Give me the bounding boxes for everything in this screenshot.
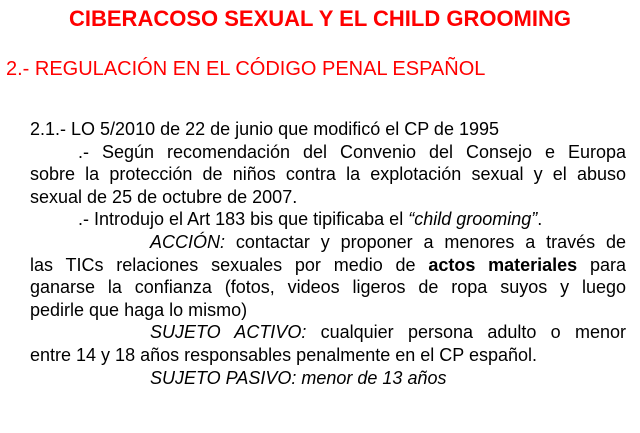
convenio-line-2: sobre la protección de niños contra la explotación sexual y el abuso [30,164,626,185]
accion-line-2-after: para [577,254,626,275]
sujeto-pasivo-line: SUJETO PASIVO: menor de 13 años [150,367,447,388]
slide-body [30,118,626,389]
accion-line-4: pedirle que haga lo mismo) [30,299,248,320]
art183-line [30,208,626,231]
accion-label: ACCIÓN: [150,231,226,252]
accion-line-3: ganarse la confianza (fotos, videos ligeros de ropa suyos y luego [30,277,626,298]
sujeto-activo-line-2: entre 14 y 18 años responsables penalmente en el CP español. [30,344,538,365]
art183-suffix: . [537,209,543,230]
sujeto-activo-label: SUJETO ACTIVO: [150,322,307,343]
accion-line-1-text: contactar y proponer a menores a través de [225,231,626,252]
accion-line-2 [30,254,626,277]
sujeto-activo-line-1 [30,321,626,344]
slide-title: CIBERACOSO SEXUAL Y EL CHILD GROOMING [69,6,571,31]
child-grooming-term: “child grooming” [408,209,538,230]
point-2-1: 2.1.- LO 5/2010 de 22 de junio que modificó el CP de 1995 [30,119,500,139]
art183-prefix: .- Introdujo el Art 183 bis que tipificaba el [78,209,409,230]
accion-line-1 [30,231,626,254]
accion-line-2-before: las TICs relaciones sexuales por medio de [30,254,429,275]
convenio-line-1: .- Según recomendación del Convenio del Consejo e Europa [78,141,626,162]
section-heading: 2.- REGULACIÓN EN EL CÓDIGO PENAL ESPAÑOL [6,58,486,80]
actos-materiales-bold: actos materiales [428,254,578,275]
sujeto-activo-line-1-text: cualquier persona adulto o menor [306,322,626,343]
convenio-line-3: sexual de 25 de octubre de 2007. [30,186,298,207]
